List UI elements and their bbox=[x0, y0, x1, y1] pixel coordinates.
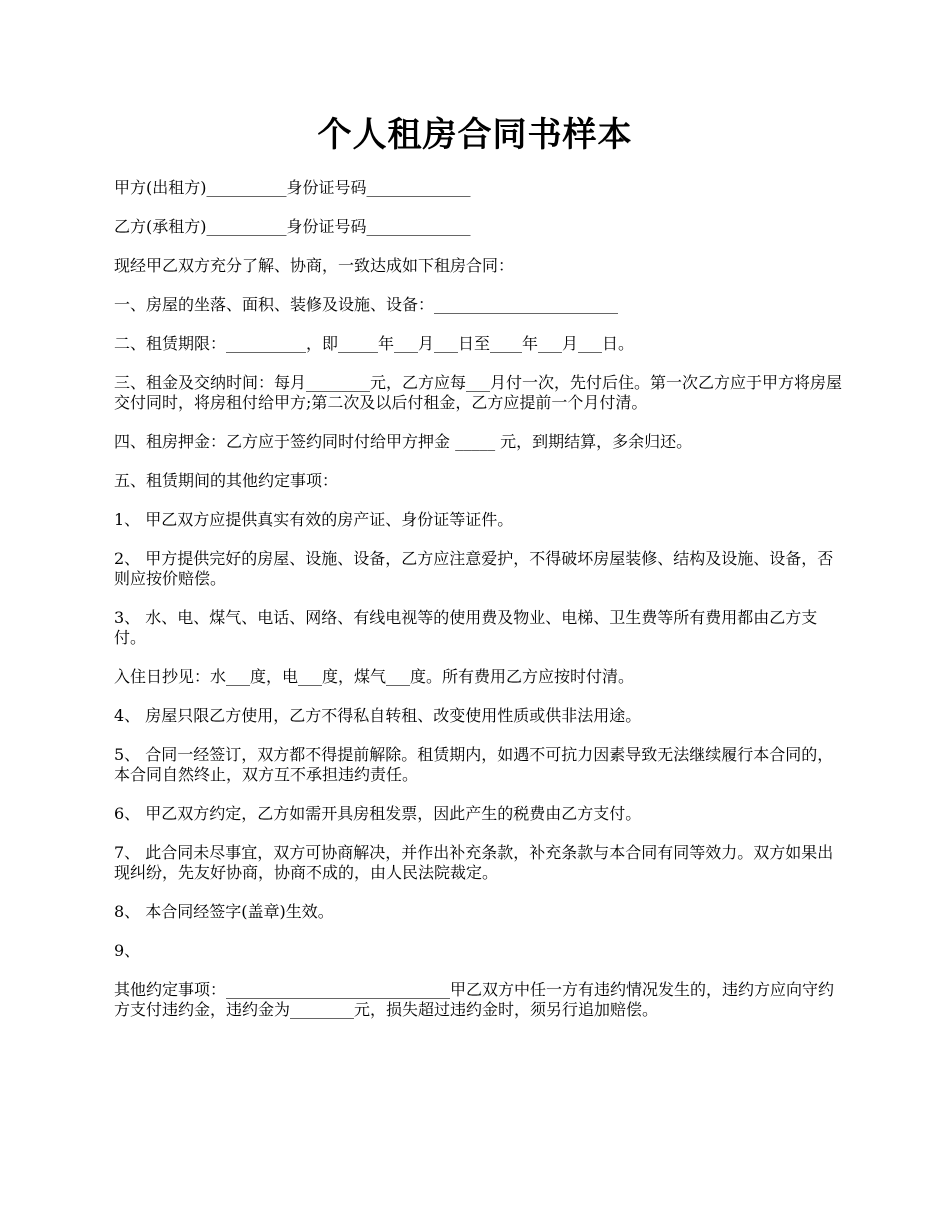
item-5: 5、 合同一经签订，双方都不得提前解除。租赁期内，如遇不可抗力因素导致无法继续履行本合同的，本合同自然终止，双方互不承担违约责任。 bbox=[114, 745, 834, 784]
other-agreements-paragraph: 其他约定事项：____________________________甲乙双方中任一方有违约情况发生的，违约方应向守约方支付违约金，违约金为________元，损失超过违约金时，须另行追加赔偿。 bbox=[114, 980, 835, 1019]
item-6: 6、 甲乙双方约定，乙方如需开具房租发票，因此产生的税费由乙方支付。 bbox=[114, 804, 642, 823]
item-1: 1、 甲乙双方应提供真实有效的房产证、身份证等证件。 bbox=[114, 510, 514, 529]
document-title: 个人租房合同书样本 bbox=[317, 115, 633, 155]
item-7: 7、 此合同未尽事宜，双方可协商解决，并作出补充条款，补充条款与本合同有同等效力。双方如果出现纠纷，先友好协商，协商不成的，由人民法院裁定。 bbox=[114, 843, 834, 882]
clause-3-rent: 三、租金及交纳时间：每月________元，乙方应每___月付一次，先付后住。第一次乙方应于甲方将房屋交付同时，将房租付给甲方;第二次及以后付租金，乙方应提前一个月付清。 bbox=[114, 373, 843, 412]
item-4: 4、 房屋只限乙方使用，乙方不得私自转租、改变使用性质或供非法用途。 bbox=[114, 706, 642, 725]
clause-5-heading: 五、租赁期间的其他约定事项： bbox=[114, 471, 339, 490]
document-body bbox=[114, 178, 849, 1039]
item-9: 9、 bbox=[114, 941, 141, 960]
clause-2-term: 二、租赁期限：__________，即_____年___月___日至____年___月___日。 bbox=[114, 334, 635, 353]
party-a-line: 甲方(出租方)__________身份证号码_____________ bbox=[114, 178, 471, 197]
item-2: 2、 甲方提供完好的房屋、设施、设备，乙方应注意爱护，不得破坏房屋装修、结构及设施、设备，否则应按价赔偿。 bbox=[114, 549, 834, 588]
party-b-line: 乙方(承租方)__________身份证号码_____________ bbox=[114, 217, 471, 236]
intro-paragraph: 现经甲乙双方充分了解、协商，一致达成如下租房合同： bbox=[114, 256, 515, 275]
item-8: 8、 本合同经签字(盖章)生效。 bbox=[114, 902, 334, 921]
meter-reading-line: 入住日抄见：水___度，电___度，煤气___度。所有费用乙方应按时付清。 bbox=[114, 667, 635, 686]
clause-1-location: 一、房屋的坐落、面积、装修及设施、设备：_______________________ bbox=[114, 295, 619, 314]
clause-4-deposit: 四、租房押金：乙方应于签约同时付给甲方押金 _____ 元，到期结算，多余归还。 bbox=[114, 432, 693, 451]
item-3: 3、 水、电、煤气、电话、网络、有线电视等的使用费及物业、电梯、卫生费等所有费用都由乙方支付。 bbox=[114, 608, 818, 647]
